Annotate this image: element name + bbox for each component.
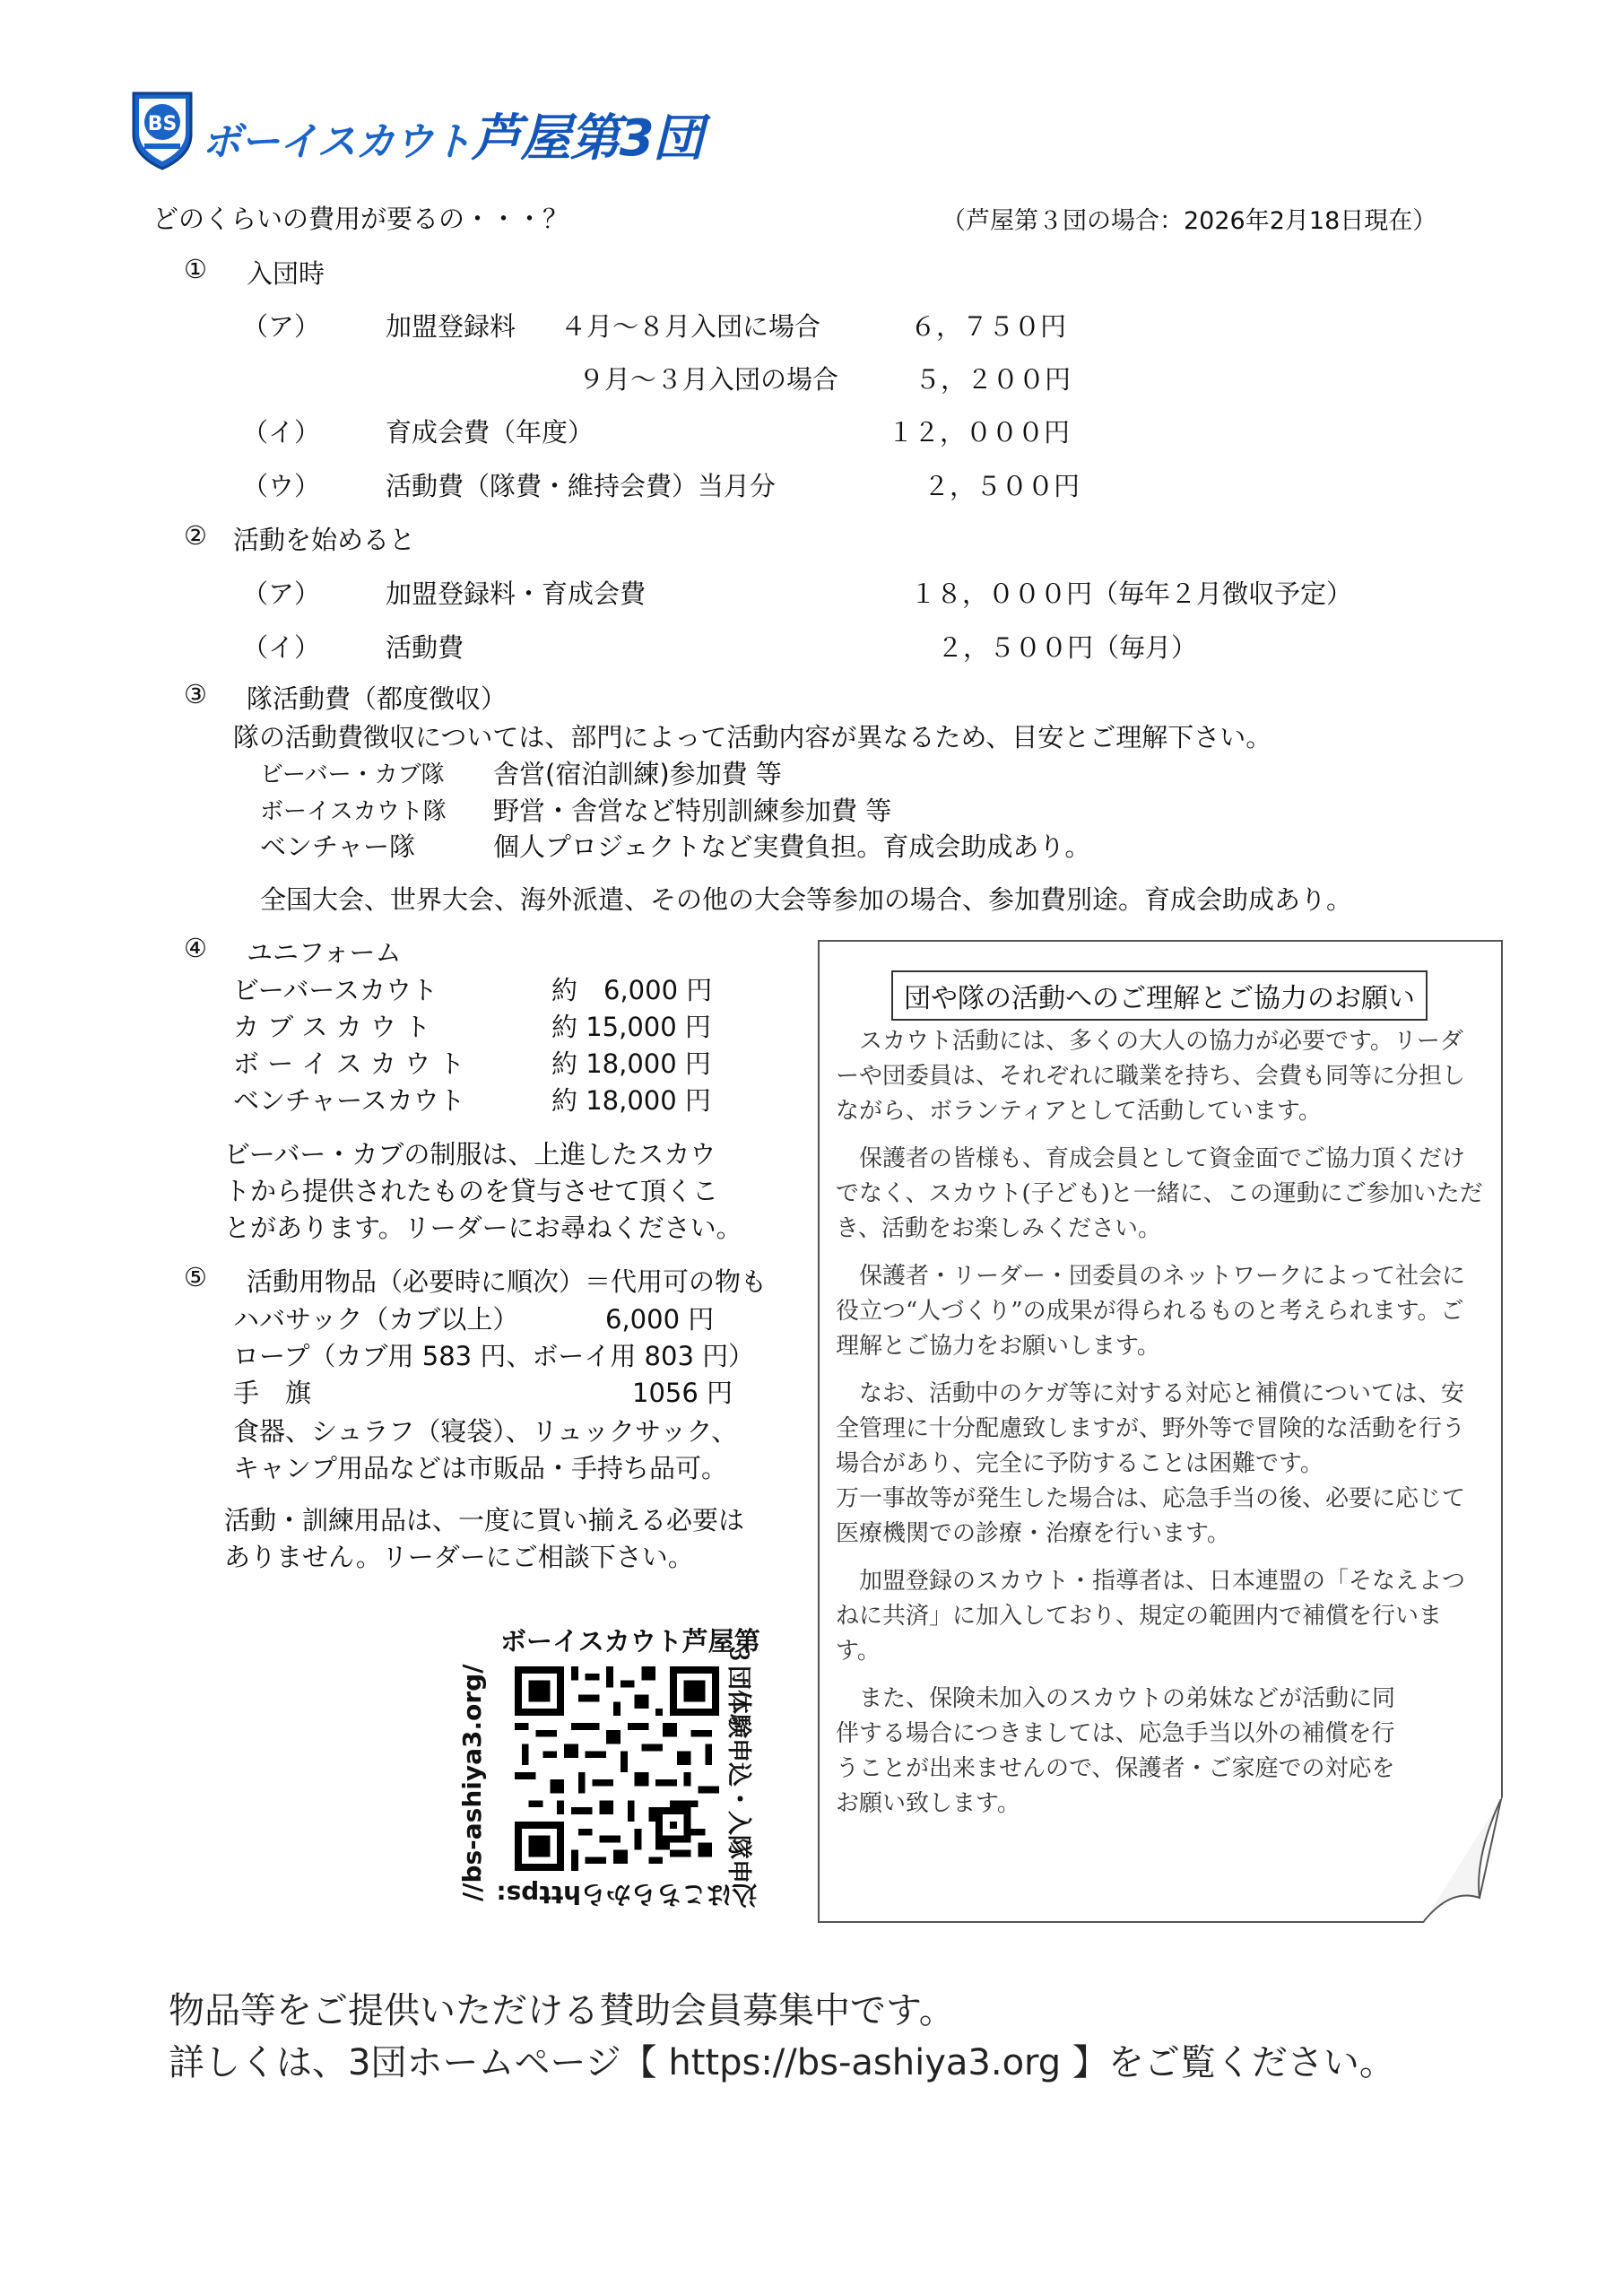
- uniform-note-3: とがあります。リーダーにお尋ねください。: [224, 1213, 742, 1243]
- supporter-recruit-text: 物品等をご提供いただける賛助会員募集中です。: [169, 1990, 955, 2031]
- s1-row4-item: 活動費（隊費・維持会費）当月分: [386, 471, 777, 501]
- section3-intro: 隊の活動費徴収については、部門によって活動内容が異なるため、目安とご理解下さい。: [233, 722, 1272, 752]
- section3-note: 全国大会、世界大会、海外派遣、その他の大会等参加の場合、参加費別途。育成会助成あり。: [260, 884, 1353, 915]
- section4-number: ④: [184, 933, 207, 963]
- s1-row2-amount: ５，２００円: [915, 364, 1072, 395]
- notice-paragraph: 保護者の皆様も、育成会員として資金面でご協力頂くだけでなく、スカウト(子ども)と一緒に、この運動にご参加いただき、活動をお楽しみください。: [836, 1145, 1483, 1242]
- uniform-venture: ベンチャースカウト: [233, 1085, 465, 1116]
- cost-question-heading: どのくらいの費用が要るの・・・？: [152, 204, 569, 234]
- uniform-note-1: ビーバー・カブの制服は、上進したスカウ: [224, 1139, 716, 1170]
- item-haversack-price: 6,000 円: [605, 1304, 715, 1335]
- s1-row3-label: （イ）: [242, 417, 321, 448]
- notice-paragraph: スカウト活動には、多くの大人の協力が必要です。リーダーや団委員は、それぞれに職業を持ち、会費も同等に分担しながら、ボランティアとして活動しています。: [836, 1028, 1466, 1125]
- items-note-2: ありません。リーダーにご相談下さい。: [224, 1542, 694, 1572]
- section5-title: 活動用物品（必要時に順次）＝代用可の物も: [247, 1266, 768, 1297]
- qr-caption-right: ３団体験申込・入隊申: [725, 1641, 752, 1883]
- s3-unit-beaver-cub: ビーバー・カブ隊: [260, 761, 445, 788]
- s1-row4-amount: ２，５００円: [924, 471, 1081, 501]
- notice-paragraph: 保護者・リーダー・団委員のネットワークによって社会に役立つ“人づくり”の成果が得られるものと考えられます。ご理解とご協力をお願いします。: [836, 1263, 1466, 1360]
- s1-row2-note: ９月～３月入団の場合: [578, 364, 839, 395]
- notice-body: [836, 1024, 1483, 1834]
- notice-paragraph: 加盟登録のスカウト・指導者は、日本連盟の「そなえよつねに共済」に加入しており、規定の範囲内で補償を行います。: [836, 1568, 1466, 1665]
- section4-title: ユニフォーム: [247, 937, 402, 968]
- signup-qr-code[interactable]: [515, 1666, 719, 1871]
- notice-paragraph: なお、活動中のケガ等に対する対応と補償については、安全管理に十分配慮致しますが、野外等で冒険的な活動を行う場合があり、完全に予防することは困難です。: [836, 1380, 1466, 1477]
- s2-row2-amount: ２，５００円（毎月）: [937, 632, 1198, 663]
- item-rope: ロープ（カブ用 583 円、ボーイ用 803 円）: [233, 1341, 755, 1371]
- section2-title: 活動を始めると: [233, 525, 416, 555]
- qr-caption-left: //bs-ashiya3.org/: [457, 1664, 487, 1901]
- item-flag-price: 1056 円: [632, 1378, 733, 1408]
- s1-row1-note: ４月～８月入団に場合: [560, 311, 821, 342]
- section5-number: ⑤: [184, 1262, 207, 1292]
- s2-row2-label: （イ）: [242, 632, 321, 663]
- uniform-boy: ボ ー イ ス カ ウ ト: [233, 1048, 465, 1079]
- s1-row3-amount: １２，０００円: [888, 417, 1071, 448]
- notice-paragraph: また、保険未加入のスカウトの弟妹などが活動に同伴する場合につきましては、応急手当以外の補償を行うことが出来ませんので、保護者・ご家庭での対応をお願い致します。: [836, 1685, 1396, 1817]
- qr-caption-top: ボーイスカウト芦屋第: [500, 1626, 760, 1657]
- s2-row1-amount: １８，０００円（毎年２月徴収予定）: [910, 578, 1353, 609]
- notice-paragraph: 万一事故等が発生した場合は、応急手当の後、必要に応じて医療機関での診療・治療を行います。: [836, 1485, 1466, 1547]
- uniform-boy-price: 約 18,000 円: [551, 1048, 711, 1079]
- s2-row1-label: （ア）: [242, 578, 321, 609]
- homepage-link-text[interactable]: 詳しくは、3団ホームページ【 https://bs-ashiya3.org 】をご覧ください。: [169, 2042, 1395, 2083]
- s2-row1-item: 加盟登録料・育成会費: [386, 578, 647, 609]
- uniform-venture-price: 約 18,000 円: [551, 1085, 711, 1116]
- s3-desc-boy: 野営・舎営など特別訓練参加費 等: [493, 796, 892, 826]
- shield-letters: BS: [147, 113, 178, 135]
- s1-row1-label: （ア）: [242, 311, 321, 342]
- items-extra-1: 食器、シュラフ（寝袋）、リュックサック、: [233, 1416, 738, 1447]
- page-curl-decoration: [1422, 1797, 1503, 1923]
- notice-title: 団や隊の活動へのご理解とご協力のお願い: [891, 970, 1428, 1021]
- cooperation-notice-box: [818, 940, 1503, 1923]
- s3-desc-beaver-cub: 舎営(宿泊訓練)参加費 等: [493, 759, 782, 789]
- s1-row3-item: 育成会費（年度）: [386, 417, 595, 448]
- uniform-note-2: トから提供されたものを貸与させて頂くこ: [224, 1176, 719, 1206]
- s3-unit-boy: ボーイスカウト隊: [260, 798, 447, 825]
- s1-row1-amount: ６，７５０円: [910, 311, 1067, 342]
- items-note-1: 活動・訓練用品は、一度に買い揃える必要は: [224, 1505, 745, 1535]
- section3-title: 隊活動費（都度徴収）: [247, 683, 508, 714]
- as-of-date: （芦屋第３団の場合：2026年2月18日現在）: [942, 207, 1437, 235]
- qr-caption-bottom: 込はこちらからhttps:: [496, 1880, 757, 1909]
- item-flag: 手 旗: [233, 1378, 312, 1408]
- s2-row2-item: 活動費: [386, 632, 464, 663]
- uniform-cub: カ ブ ス カ ウ ト: [233, 1012, 431, 1042]
- section1-title: 入団時: [247, 258, 325, 289]
- brand-logo-text: [202, 99, 703, 170]
- section2-number: ②: [184, 520, 207, 551]
- s3-desc-venture: 個人プロジェクトなど実費負担。育成会助成あり。: [493, 831, 1091, 862]
- items-extra-2: キャンプ用品などは市販品・手持ち品可。: [233, 1453, 728, 1483]
- s1-row4-label: （ウ）: [242, 471, 321, 501]
- s1-row1-item: 加盟登録料: [386, 311, 516, 342]
- logo-big: 芦屋第3団: [471, 109, 703, 168]
- uniform-beaver-price: 約 6,000 円: [551, 975, 713, 1005]
- uniform-cub-price: 約 15,000 円: [551, 1012, 711, 1042]
- uniform-beaver: ビーバースカウト: [233, 975, 438, 1005]
- item-haversack: ハバサック（カブ以上）: [233, 1304, 519, 1335]
- section1-number: ①: [184, 254, 207, 284]
- s3-unit-venture: ベンチャー隊: [260, 831, 416, 862]
- section3-number: ③: [184, 679, 207, 709]
- logo-small: ボーイスカウト: [202, 119, 472, 165]
- scout-shield-logo: [130, 88, 195, 170]
